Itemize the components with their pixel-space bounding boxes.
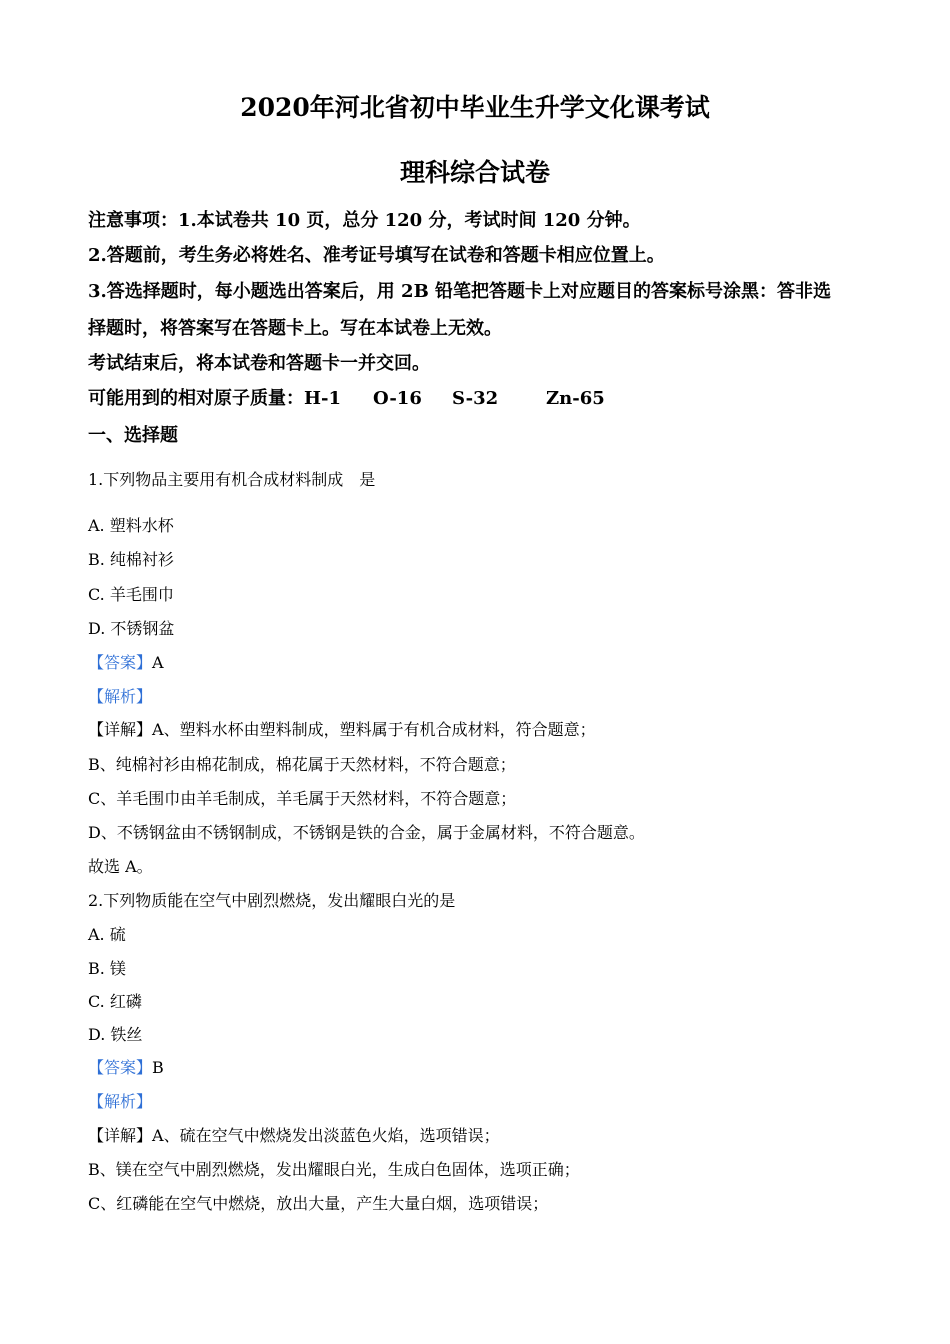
option-b: B. 纯棉衬衫 [88, 550, 174, 569]
answer-tag: 【答案】 [88, 653, 153, 672]
atomic-mass-o: O-16 [373, 388, 422, 409]
note-line: 考试结束后，将本试卷和答题卡一并交回。 [88, 353, 430, 374]
detail-line: C、羊毛围巾由羊毛制成，羊毛属于天然材料，不符合题意； [88, 789, 517, 808]
note-line: 2.答题前，考生务必将姓名、准考证号填写在试卷和答题卡相应位置上。 [88, 245, 665, 266]
option-c: C. 羊毛围巾 [88, 585, 174, 604]
exam-title: 2020年河北省初中毕业生升学文化课考试 [240, 93, 710, 122]
detail-line: B、镁在空气中剧烈燃烧，发出耀眼白光，生成白色固体，选项正确； [88, 1160, 580, 1179]
answer-value: B [152, 1058, 164, 1077]
option-a: A. 塑料水杯 [88, 516, 174, 535]
answer-value: A [152, 653, 164, 672]
atomic-mass-s: S-32 [452, 388, 499, 409]
option-c: C. 红磷 [88, 992, 142, 1011]
note-line: 注意事项：1.本试卷共 10 页，总分 120 分，考试时间 120 分钟。 [88, 210, 641, 231]
detail-line: 故选 A。 [88, 857, 153, 876]
detail-tag: 【详解】 [88, 720, 153, 739]
detail-tag: 【详解】 [88, 1126, 153, 1145]
option-a: A. 硫 [88, 925, 126, 944]
answer-line [88, 650, 164, 673]
note-line: 择题时，将答案写在答题卡上。写在本试卷上无效。 [88, 318, 502, 339]
atomic-mass-label: 可能用到的相对原子质量： [88, 388, 304, 409]
answer-tag: 【答案】 [88, 1058, 153, 1077]
option-d: D. 铁丝 [88, 1025, 143, 1044]
note-line: 3.答选择题时，每小题选出答案后，用 2B 铅笔把答题卡上对应题目的答案标号涂黑：答非选 [88, 281, 832, 302]
detail-line: C、红磷能在空气中燃烧，放出大量，产生大量白烟，选项错误； [88, 1194, 549, 1213]
section-heading: 一、选择题 [88, 425, 178, 446]
atomic-mass-zn: Zn-65 [546, 388, 605, 409]
analysis-tag: 【解析】 [88, 1092, 153, 1111]
detail-line [88, 717, 596, 740]
analysis-tag: 【解析】 [88, 687, 153, 706]
exam-subtitle: 理科综合试卷 [399, 158, 550, 187]
detail-line: D、不锈钢盆由不锈钢制成，不锈钢是铁的合金，属于金属材料，不符合题意。 [88, 823, 645, 842]
option-b: B. 镁 [88, 959, 126, 978]
option-d: D. 不锈钢盆 [88, 619, 175, 638]
answer-line [88, 1055, 164, 1078]
detail-line [88, 1123, 500, 1146]
atomic-mass-line [88, 384, 605, 410]
question-stem: 1.下列物品主要用有机合成材料制成 是 [88, 470, 376, 489]
detail-line: B、纯棉衬衫由棉花制成，棉花属于天然材料，不符合题意； [88, 755, 516, 774]
atomic-mass-h: H-1 [304, 388, 342, 409]
question-stem: 2.下列物质能在空气中剧烈燃烧，发出耀眼白光的是 [88, 891, 456, 910]
detail-text: A、塑料水杯由塑料制成，塑料属于有机合成材料，符合题意； [152, 720, 596, 739]
detail-text: A、硫在空气中燃烧发出淡蓝色火焰，选项错误； [152, 1126, 500, 1145]
